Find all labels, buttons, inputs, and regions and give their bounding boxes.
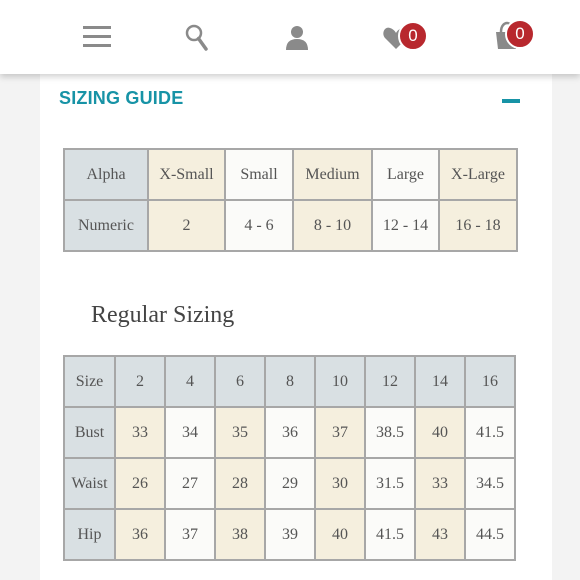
menu-icon[interactable] (78, 18, 118, 58)
table-cell: Alpha (64, 149, 148, 200)
table-row (64, 509, 515, 560)
table-cell: 34 (165, 407, 215, 458)
bag-icon[interactable] (492, 18, 532, 58)
table-cell: 29 (265, 458, 315, 509)
table-cell: 37 (165, 509, 215, 560)
table-row (64, 149, 517, 200)
table-cell: 8 (265, 356, 315, 407)
table-cell: 31.5 (365, 458, 415, 509)
table-cell: X-Small (148, 149, 225, 200)
table-cell: 36 (115, 509, 165, 560)
table-cell: Medium (293, 149, 372, 200)
table-cell: Small (225, 149, 293, 200)
table-cell: 30 (315, 458, 365, 509)
table-cell: 44.5 (465, 509, 515, 560)
table-row (64, 200, 517, 251)
table-row (64, 407, 515, 458)
regular-sizing-table (63, 355, 516, 561)
table-cell: 39 (265, 509, 315, 560)
table-cell: 40 (415, 407, 465, 458)
search-icon[interactable] (178, 18, 218, 58)
table-cell: 4 - 6 (225, 200, 293, 251)
table-cell: 16 (465, 356, 515, 407)
account-icon[interactable] (277, 18, 317, 58)
table-cell: 36 (265, 407, 315, 458)
table-cell: 34.5 (465, 458, 515, 509)
table-cell: 4 (165, 356, 215, 407)
table-cell: 6 (215, 356, 265, 407)
table-cell: 41.5 (365, 509, 415, 560)
table-cell: 2 (148, 200, 225, 251)
table-cell: 43 (415, 509, 465, 560)
table-cell: 33 (115, 407, 165, 458)
table-cell: 37 (315, 407, 365, 458)
table-cell: 8 - 10 (293, 200, 372, 251)
table-row (64, 458, 515, 509)
table-cell: 33 (415, 458, 465, 509)
table-cell: 10 (315, 356, 365, 407)
table-cell: Large (372, 149, 439, 200)
table-cell: 38 (215, 509, 265, 560)
table-cell: 41.5 (465, 407, 515, 458)
table-cell: 28 (215, 458, 265, 509)
table-cell: 38.5 (365, 407, 415, 458)
collapse-minus-icon[interactable] (502, 99, 520, 103)
table-cell: 35 (215, 407, 265, 458)
table-cell: Bust (64, 407, 115, 458)
table-cell: 27 (165, 458, 215, 509)
table-cell: 14 (415, 356, 465, 407)
top-navigation-bar (0, 0, 580, 74)
table-cell: Hip (64, 509, 115, 560)
regular-sizing-heading: Regular Sizing (91, 302, 235, 328)
table-row (64, 356, 515, 407)
wishlist-count-badge: 0 (398, 21, 428, 51)
alpha-numeric-size-table (63, 148, 518, 252)
table-cell: 40 (315, 509, 365, 560)
table-cell: Waist (64, 458, 115, 509)
table-cell: 12 (365, 356, 415, 407)
cart-count-badge: 0 (505, 19, 535, 49)
table-cell: 12 - 14 (372, 200, 439, 251)
table-cell: 26 (115, 458, 165, 509)
heart-icon[interactable] (380, 18, 420, 58)
table-cell: Numeric (64, 200, 148, 251)
sizing-guide-title[interactable]: SIZING GUIDE (59, 88, 184, 108)
table-cell: X-Large (439, 149, 517, 200)
table-cell: 2 (115, 356, 165, 407)
table-cell: Size (64, 356, 115, 407)
table-cell: 16 - 18 (439, 200, 517, 251)
